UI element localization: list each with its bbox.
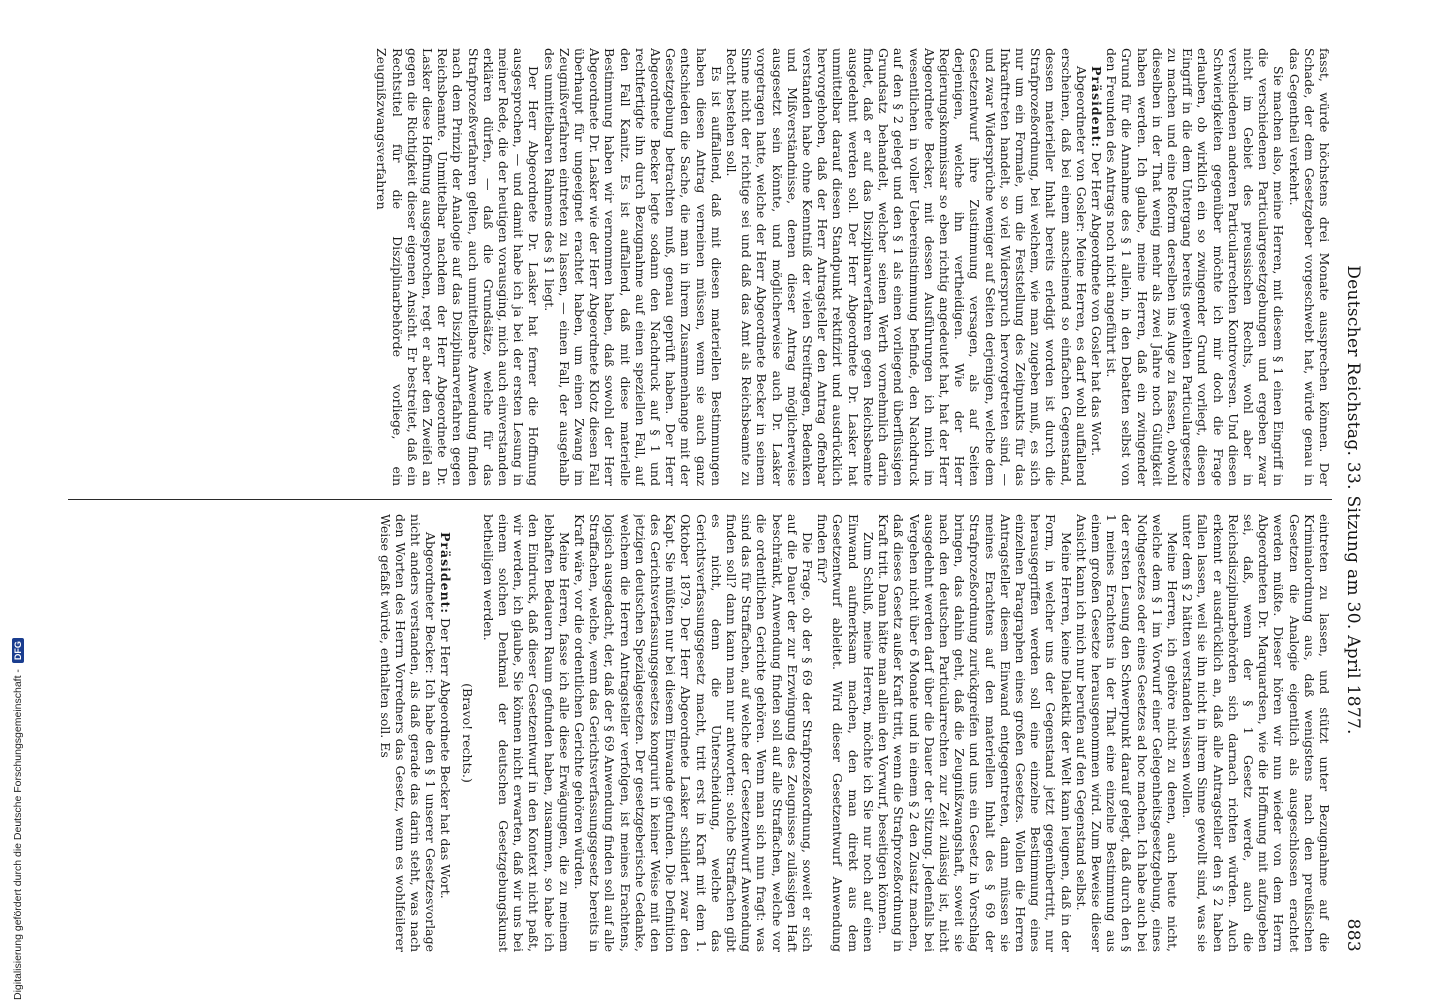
speech-text: Der Herr Abgeordnete von Gosler hat das Wort. (1088, 148, 1104, 457)
speaker-label: Präsident: (1088, 66, 1104, 149)
paragraph: Die Frage, ob der § 69 der Strafprozeßordnung, soweit er sich auf die Dauer der zur Erzwingung des Zeugnisses zulässigen Haft beschränkt, Anwendung finden soll auf alle Straffachen, welche vor die ordentlichen Gerichte gehören. Wenn man sich nun fragt: was sind das für Straffachen, auf welche der Gesetzentwurf Anwendung finden soll? dann kann man nur antworten: solche Straffachen gibt es nicht, denn die Unterscheidung, welche das Gerichtsverfassungsgesetz macht, tritt erst in Kraft mit dem 1. Oktober 1879. Der Herr Abgeordnete Lasker schildert zwar den Kapt. Sie müßten nur bei diesem Einwande gefunden. Die Definition des Gerichtsverfassungsgesetzes kongruirt in keiner Weise mit den jetzigen deutschen Spezialgesetzen. Der gesetzgeberische Gedanke, welchem die Herren Antragsteller verfolgen, ist meines Erachtens, logisch ausgedacht, der, daß der § 69 Anwendung finden soll auf alle Straffachen, welche, wenn das Gerichtsverfassungsgesetz bereits in Kraft wäre, vor die ordentlichen Gerichte gehören würden. (572, 514, 816, 952)
paragraph: Sie machen also, meine Herren, mit diesem § 1 einen Eingriff in die verschiedenen Particulargesetzgebungen und ergeben zwar nicht im Gebiet des preussischen Rechts, wohl aber in verschiedenen anderen Particularrechten Kontroversen. Und diesen Schwierigkeiten gegenüber möchte ich mir doch die Frage erlauben, ob wirklich ein so zwingender Grund vorliegt, diesen Eingriff in die dem Untergang bereits geweihten Particulargesetze zu machen und eine Reform derselben ins Auge zu fassen, obwohl dieselben in der That wenig mehr als zwei Jahre noch Gültigkeit haben werden. Ich glaube, meine Herren, daß ein zwingender Grund für die Annahme des § 1 allein, in den Debatten selbst von den Freunden des Antrags noch nicht angeführt ist. (1104, 48, 1287, 486)
column-divider (68, 499, 1332, 500)
rotated-newspaper-page (56, 20, 1376, 980)
running-title: Deutscher Reichstag. 33. Sitzung am 30. April 1877. (1343, 265, 1363, 735)
paragraph (438, 514, 453, 952)
paragraph: fasst, würde höchstens drei Monate aussprechen können. Der Schade, der dem Gesetzgeber vorgeschwebt hat, würde genau in das Gegentheil verkehrt. (1286, 48, 1332, 486)
speaker-label: Präsident: (438, 532, 454, 615)
footer-text: Digitalisierung gefördert durch die Deutsche Forschungsgemeinschaft - (12, 669, 24, 1000)
paragraph: Abgeordneter Becker: Ich habe den § 1 unserer Gesetzesvorlage nicht anders verstanden, als daß gerade das darin steht, was nach den Worten des Herrn Vorredners das Gesetz, wenn es wohlfeilerer Weise gefaßt würde, enthalten soll. Es (377, 514, 439, 952)
paragraph: Abgeordneter von Gosler: Meine Herren, es darf wohl auffallend erscheinen, daß bei einem anscheinend so einfachen Gegenstand, dessen materieller Inhalt bereits erledigt worden ist durch die Strafprozeßordnung, bei welchem, wie man zugeben muß, es sich nur um ein Formale, um die Feststellung des Zeitpunkts für das Inkrafttreten handelt, so viel Widerspruch hervorgetreten sind, — und zwar Widersprüche weniger auf Seiten derjenigen, welche dem Gesetzentwurf ihre Zustimmung versagen, als auf Seiten derjenigen, welche ihn vertheidigen. Wie der Herr Regierungskommissar so eben richtig angedeutet hat, hat der Herr Abgeordnete Becker, mit dessen Ausführungen ich mich im wesentlichen in voller Uebereinstimmung befinde, den Nachdruck auf den § 2 gelegt und den § 1 als einen vorliegend überflüssigen Grundsatz behandelt, welcher seinen Werth vornehmlich darin findet, daß er auf das Disziplinarverfahren gegen Reichsbeamte ausgedehnt werden soll. Der Herr Abgeordnete Dr. Lasker hat unmittelbar darauf diesen Standpunkt rektifizirt und ausdrücklich hervorgehoben, daß der Herr Antragsteller den Antrag offenbar verstanden habe ohne Kenntniß der vielen Streitfragen, Bedenken und Mißverständnisse, denen dieser Antrag möglicherweise ausgesetzt sein könnte, und möglicherweise auch Dr. Lasker vorgetragen hatte, welche der Herr Abgeordnete Becker in seinem Sinne nicht der richtige sei und daß das Amt als Reichsbeamte zu Recht bestehen soll. (724, 48, 1089, 486)
paragraph: eintreten zu lassen, und stützt unter Bezugnahme auf die Kriminalordnung aus, daß wenigstens nach den preußischen Gesetzen die Analogie eigentlich als ausgeschlossen erachtet werden müßte. Dieser hören wir nun wieder von dem Herrn Abgeordneten Dr. Marquardsen, wie die Hoffnung mit aufzugeben sei, daß, wenn der § 1 Gesetz werde, auch die Reichsdisziplinarbehörden sich darnach richten würden. Auch erkennt er ausdrücklich an, daß alle Antragsteller den § 2 haben fallen lassen, weil sie ihn nicht in ihrem Sinne gewollt sind, was sie unter dem § 2 hätten verstanden wissen wollen. (1180, 514, 1332, 952)
stage-direction: (Bravo! rechts.) (459, 683, 475, 783)
dfg-logo: DFG (12, 638, 24, 663)
paragraph (1089, 48, 1104, 486)
paragraph: Meine Herren, ich gehöre nicht zu denen, auch heute nicht, welche dem § 1 im Vorwurf einer Gelegenheitsgesetzgebung, eines Nothgesetzes oder eines Gesetzes ad hoc machen. Ich habe auch bei der ersten Lesung den Schwerpunkt darauf gelegt, daß durch den § 1 meines Erachtens in der That eine einzelne Bestimmung aus einem großen Gesetze herausgenommen wird. Zum Beweise dieser Ansicht kann ich mich nur berufen auf den Gegenstand selbst. (1073, 514, 1180, 952)
paragraph: Meine Herren, keine Dialektik der Welt kann leugnen, daß in der Form, in welcher uns der Gegenstand jetzt gegenübertritt, nur herausgegriffen werden soll eine einzelne Bestimmung eines einzelnen Paragraphen eines großen Gesetzes. Wollen die Herren Antragsteller diesem Einwand entgegentreten, dann müssen sie meines Erachtens auf den materiellen Inhalt des § 69 der Strafprozeßordnung zurückgreifen und uns ein Gesetz in Vorschlag bringen, das dahin geht, daß die Zeugnißzwangshaft, soweit sie nach den deutschen Particularrechten zur Zeit zulässig ist, nicht ausgedehnt werden darf über die Dauer der Sitzung. Jedenfalls bei Vergehen nicht über 6 Monate und in einem § 2 den Zusatz machen, daß dieses Gesetz außer Kraft tritt, wenn die Strafprozeßordnung in Kraft tritt. Dann hätte man allein den Vorwurf, beseitigen können. (876, 514, 1074, 952)
speech-text: Der Herr Abgeordnete Becker hat das Wort. (438, 614, 454, 899)
paragraph: Der Herr Abgeordnete Dr. Lasker hat ferner die Hoffnung ausgesprochen, — und damit habe ich ja bei der ersten Lesung in meiner Rede, die der heutigen vorausging, mich auch einverstanden erklären dürfen, — daß die Grundsätze, welche für das Strafprozeßverfahren gelten, auch unmittelbare Anwendung finden nach dem Prinzip der Analogie auf das Disziplinarverfahren gegen Reichsbeamte. Unmittelbar nachdem der Herr Abgeordnete Dr. Lasker diese Hoffnung ausgesprochen, regt er aber den Zweifel an gegen die Richtigkeit dieser eigenen Ansicht. Er bestreitet, daß ein Rechtstitel für die Disziplinarbehörde vorliege, ein Zeugnißzwangsverfahren (374, 48, 542, 486)
digitization-footer (0, 0, 24, 1000)
page-header (1340, 48, 1366, 952)
left-column (68, 48, 1332, 486)
page-number: 883 (1343, 918, 1363, 952)
paragraph: Zum Schluß, meine Herren, möchte ich Sie nur noch auf einen Einwand aufmerksam machen, den man direkt aus dem Gesetzentwurf ableitet. Wird dieser Gesetzentwurf Anwendung finden für? (815, 514, 876, 952)
paragraph: Meine Herren, fasse ich alle diese Erwägungen, die zu meinem lebhaften Bedauern Raum gefunden haben, zusammen, so habe ich den Eindruck, daß dieser Gesetzentwurf in den Kontext nicht paßt, wir werden, ich glaube, Sie können nicht erwarten, daß wir uns bei einem solchen Denkmal der deutschen Gesetzgebungskunst betheiligen werden. (480, 514, 572, 952)
paragraph: Es ist auffallend, daß mit diesen materiellen Bestimmungen haben diesen Antrag verneinen müssen, wenn sie auch ganz entschieden die Sache, die man in ihrem Zusammenhange mit der Gesetzgebung betrachten muß, genau geprüft haben. Der Herr Abgeordnete Becker legte sodann den Nachdruck auf § 1 und rechtfertigte ihn durch Bezugnahme auf einen speziellen Fall, auf den Fall Kanitz. Es ist auffallend, daß mit diese materielle Bestimmung haben wir vernommen haben, daß sowohl der Herr Abgeordnete Dr. Lasker wie der Herr Abgeordnete Klotz diesen Fall überhaupt für ungeeignet erachtet haben, um einen Zwang im Zeugnißverfahren eintreten zu lassen, — einen Fall, der ausgehalb des unmittelbaren Rahmens des § 1 liegt. (541, 48, 724, 486)
right-column (68, 514, 1332, 952)
